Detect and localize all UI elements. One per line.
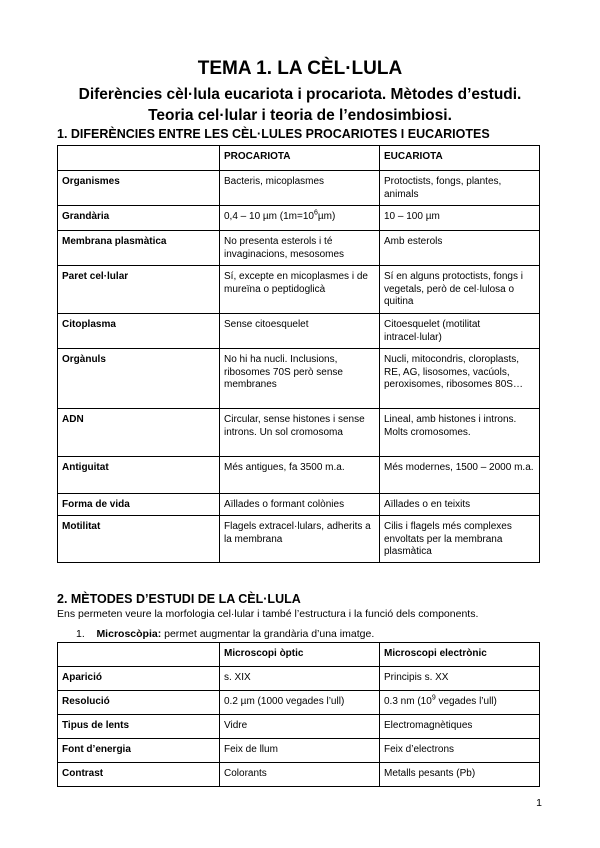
page-subtitle: [0, 84, 600, 126]
optical-cell: s. XIX: [220, 667, 380, 691]
table-row: [58, 739, 540, 763]
procariota-cell: Més antigues, fa 3500 m.a.: [220, 457, 380, 494]
section-2-intro: Ens permeten veure la morfologia cel·lular i també l’estructura i la funció dels components.: [57, 608, 479, 620]
row-label: Paret cel·lular: [58, 266, 220, 314]
resolution-text: 0.3 nm (10: [384, 696, 432, 707]
list-item-number: 1.: [76, 628, 85, 640]
subtitle-line-1: Diferències cèl·lula eucariota i procariota. Mètodes d’estudi.: [78, 86, 522, 103]
table-row: [58, 516, 540, 563]
eucariota-cell: 10 – 100 µm: [380, 206, 540, 231]
row-label: Antiguitat: [58, 457, 220, 494]
row-label: Membrana plasmàtica: [58, 231, 220, 266]
eucariota-cell: Nucli, mitocondris, cloroplasts, RE, AG, lisosomes, vacúols, peroxisomes, ribosomes 80S…: [380, 349, 540, 409]
electronic-cell: Metalls pesants (Pb): [380, 763, 540, 787]
header-electronic: Microscopi electrònic: [380, 643, 540, 667]
procariota-cell: Circular, sense histones i sense introns. Un sol cromosoma: [220, 409, 380, 457]
procariota-cell: Sense citoesquelet: [220, 314, 380, 349]
procariota-cell: No presenta esterols i té invaginacions, mesosomes: [220, 231, 380, 266]
subtitle-line-2: Teoria cel·lular i teoria de l’endosimbiosi.: [148, 107, 452, 124]
table-row: [58, 409, 540, 457]
table-row: [58, 231, 540, 266]
electronic-cell: Principis s. XX: [380, 667, 540, 691]
size-unit: µm): [317, 211, 336, 222]
table-row: [58, 171, 540, 206]
header-cell-empty: [58, 643, 220, 667]
row-label: Grandària: [58, 206, 220, 231]
table-header-row: [58, 146, 540, 171]
microscope-comparison-table: [57, 642, 540, 787]
header-optical: Microscopi òptic: [220, 643, 380, 667]
eucariota-cell: Aïllades o en teixits: [380, 494, 540, 516]
table-row: [58, 691, 540, 715]
procariota-cell: Aïllades o formant colònies: [220, 494, 380, 516]
size-text: 0,4 – 10 µm (1m=10: [224, 211, 314, 222]
header-cell-empty: [58, 146, 220, 171]
eucariota-cell: Amb esterols: [380, 231, 540, 266]
procariota-cell: Bacteris, micoplasmes: [220, 171, 380, 206]
procariota-cell: [220, 206, 380, 231]
size-exponent: 6: [313, 209, 318, 217]
table-row: [58, 715, 540, 739]
procariota-cell: No hi ha nucli. Inclusions, ribosomes 70S però sense membranes: [220, 349, 380, 409]
table-header-row: [58, 643, 540, 667]
resolution-suffix: vegades l’ull): [435, 696, 497, 707]
optical-cell: Vidre: [220, 715, 380, 739]
row-label: Resolució: [58, 691, 220, 715]
table-row: [58, 206, 540, 231]
row-label: Orgànuls: [58, 349, 220, 409]
table-row: [58, 349, 540, 409]
row-label: Aparició: [58, 667, 220, 691]
list-item-text: permet augmentar la grandària d’una imatge.: [161, 628, 375, 640]
table-row: [58, 314, 540, 349]
row-label: Contrast: [58, 763, 220, 787]
table-row: [58, 763, 540, 787]
header-procariota: PROCARIOTA: [220, 146, 380, 171]
row-label: Tipus de lents: [58, 715, 220, 739]
electronic-cell: Electromagnètiques: [380, 715, 540, 739]
row-label: ADN: [58, 409, 220, 457]
procariota-cell: Sí, excepte en micoplasmes i de mureïna o peptidoglicà: [220, 266, 380, 314]
row-label: Forma de vida: [58, 494, 220, 516]
row-label: Font d’energia: [58, 739, 220, 763]
eucariota-cell: Cilis i flagels més complexes envoltats per la membrana plasmàtica: [380, 516, 540, 563]
eucariota-cell: Citoesquelet (motilitat intracel·lular): [380, 314, 540, 349]
list-item-label: Microscòpia:: [96, 628, 162, 640]
page-title: TEMA 1. LA CÈL·LULA: [197, 58, 403, 79]
row-label: Organismes: [58, 171, 220, 206]
header-eucariota: EUCARIOTA: [380, 146, 540, 171]
optical-cell: Colorants: [220, 763, 380, 787]
table-row: [58, 494, 540, 516]
table-row: [58, 266, 540, 314]
section-2-heading: 2. MÈTODES D’ESTUDI DE LA CÈL·LULA: [57, 592, 301, 606]
optical-cell: Feix de llum: [220, 739, 380, 763]
procariota-cell: Flagels extracel·lulars, adherits a la membrana: [220, 516, 380, 563]
row-label: Motilitat: [58, 516, 220, 563]
eucariota-cell: Sí en alguns protoctists, fongs i vegetals, però de cel·lulosa o quitina: [380, 266, 540, 314]
cell-comparison-table: [57, 145, 540, 563]
section-1-heading: 1. DIFERÈNCIES ENTRE LES CÈL·LULES PROCARIOTES I EUCARIOTES: [57, 127, 490, 141]
page-number: 1: [536, 797, 542, 809]
optical-cell: 0.2 µm (1000 vegades l’ull): [220, 691, 380, 715]
resolution-exponent: 9: [431, 694, 436, 702]
table-row: [58, 667, 540, 691]
electronic-cell: [380, 691, 540, 715]
row-label: Citoplasma: [58, 314, 220, 349]
table-row: [58, 457, 540, 494]
electronic-cell: Feix d’electrons: [380, 739, 540, 763]
eucariota-cell: Lineal, amb histones i introns. Molts cromosomes.: [380, 409, 540, 457]
eucariota-cell: Protoctists, fongs, plantes, animals: [380, 171, 540, 206]
eucariota-cell: Més modernes, 1500 – 2000 m.a.: [380, 457, 540, 494]
list-item: [76, 628, 374, 640]
